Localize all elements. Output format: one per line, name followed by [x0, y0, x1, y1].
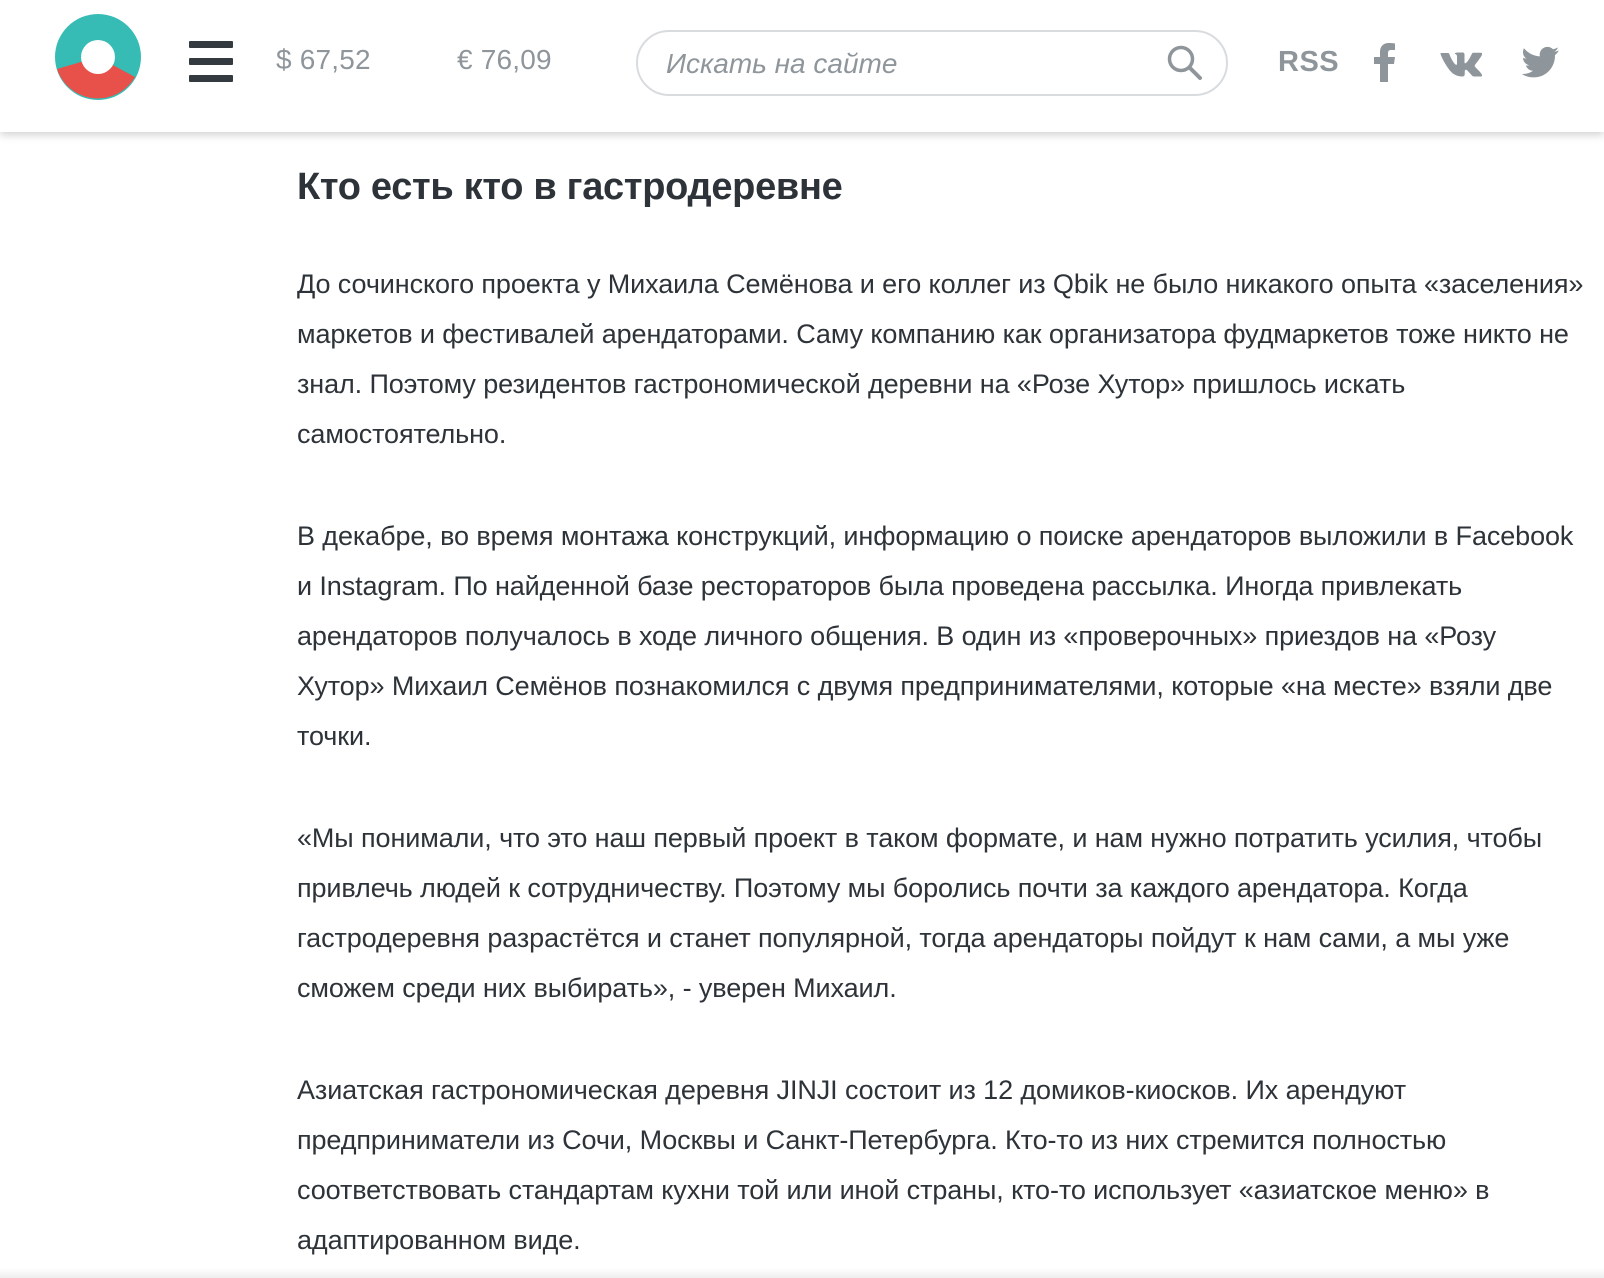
article-paragraph: В декабре, во время монтажа конструкций, информацию о поиске арендаторов выложили в Facebook и Instagram. По найденной базе рестораторов была проведена рассылка. Иногда привлекать арендаторов получалось в ходе личного общения. В один из «проверочных» приездов на «Розу Хутор» Михаил Семёнов познакомился с двумя предпринимателями, которые «на месте» взяли две точки.: [297, 521, 1574, 751]
menu-bar: [189, 75, 233, 82]
facebook-link[interactable]: [1372, 42, 1396, 82]
article-paragraph: «Мы понимали, что это наш первый проект в таком формате, и нам нужно потратить усилия, чтобы привлечь людей к сотрудничеству. Поэтому мы боролись почти за каждого арендатора. Когда гастродеревня разрастётся и станет популярной, тогда арендаторы пойдут к нам сами, а мы уже сможем среди них выбирать», - уверен Михаил.: [297, 823, 1543, 1003]
rss-link[interactable]: RSS: [1278, 46, 1340, 78]
bottom-shadow: [0, 1268, 1604, 1278]
logo-icon: [55, 14, 141, 100]
search-box: [636, 30, 1228, 96]
article: [297, 132, 1587, 1265]
usd-rate: $ 67,52: [276, 44, 371, 75]
menu-bar: [189, 41, 233, 48]
facebook-icon: [1372, 42, 1396, 82]
twitter-icon: [1520, 42, 1560, 82]
article-heading: Кто есть кто в гастродеревне: [297, 166, 843, 208]
site-logo[interactable]: [55, 14, 141, 100]
vk-link[interactable]: [1440, 42, 1484, 82]
twitter-link[interactable]: [1520, 42, 1560, 82]
site-header: [0, 0, 1604, 132]
search-input[interactable]: [666, 44, 1146, 84]
article-paragraph: Азиатская гастрономическая деревня JINJI состоит из 12 домиков-киосков. Их арендуют предприниматели из Сочи, Москвы и Санкт-Петербурга. Кто-то из них стремится полностью соответствовать стандартам кухни той или иной страны, кто-то использует «азиатское меню» в адаптированном виде.: [297, 1075, 1490, 1255]
eur-rate: € 76,09: [457, 44, 552, 75]
search-icon: [1166, 44, 1204, 82]
vk-icon: [1440, 42, 1484, 82]
search-button[interactable]: [1166, 44, 1204, 82]
menu-bar: [189, 58, 233, 65]
article-paragraph: До сочинского проекта у Михаила Семёнова и его коллег из Qbik не было никакого опыта «заселения» маркетов и фестивалей арендаторами. Саму компанию как организатора фудмаркетов тоже никто не знал. Поэтому резидентов гастрономической деревни на «Розе Хутор» пришлось искать самостоятельно.: [297, 269, 1584, 449]
menu-button[interactable]: [189, 41, 233, 83]
